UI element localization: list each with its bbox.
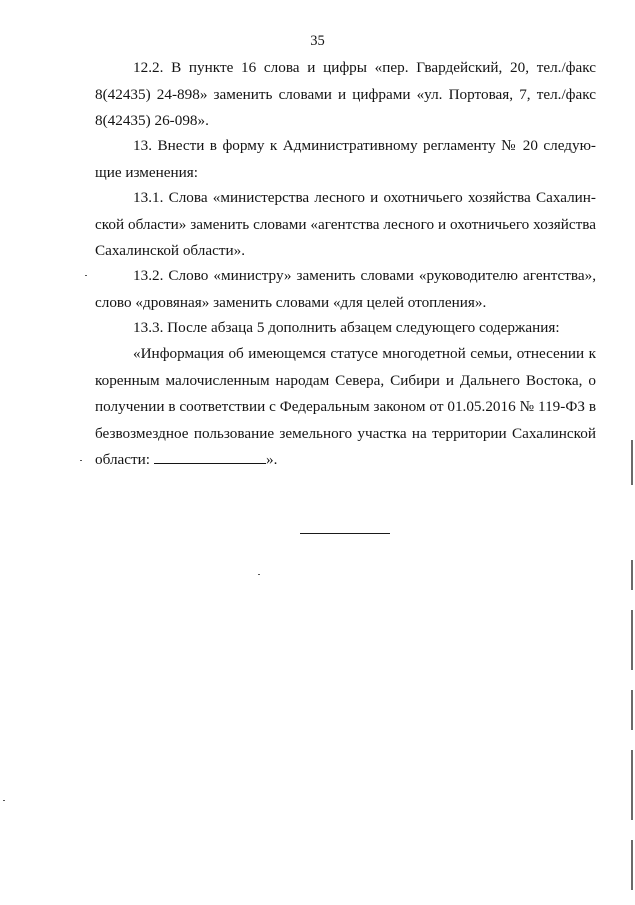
scan-artifact bbox=[631, 840, 633, 890]
paragraph-line: щие изменения: bbox=[95, 163, 198, 181]
paragraph-13-3 bbox=[95, 315, 596, 342]
paragraph-line: 13.1. Слова «министерства лесного и охотничьего хозяйства Сахалин- bbox=[133, 189, 596, 206]
paragraph-line: 13.2. Слово «министру» заменить словами «руководителю агентства», bbox=[133, 267, 596, 284]
closing-quote: ». bbox=[266, 451, 278, 469]
scan-artifact bbox=[631, 750, 633, 820]
paragraph-line: 8(42435) 26-098». bbox=[95, 112, 209, 130]
scan-artifact bbox=[631, 610, 633, 670]
paragraph-13-2 bbox=[95, 263, 596, 316]
paragraph-line-last bbox=[95, 447, 596, 474]
scan-artifact bbox=[631, 440, 633, 485]
paragraph-line: безвозмездное пользование земельного участка на территории Сахалинской bbox=[95, 424, 596, 442]
oblasti-label: области: bbox=[95, 451, 150, 469]
scan-speck bbox=[80, 460, 82, 461]
scan-artifact bbox=[631, 560, 633, 590]
paragraph-line: ской области» заменить словами «агентства лесного и охотничьего хозяйства bbox=[95, 215, 596, 233]
paragraph-line: 8(42435) 24-898» заменить словами и цифрами «ул. Портовая, 7, тел./факс bbox=[95, 85, 596, 103]
end-rule bbox=[300, 533, 390, 534]
fill-in-blank bbox=[154, 449, 266, 464]
scan-artifact bbox=[631, 690, 633, 730]
paragraph-line: Сахалинской области». bbox=[95, 242, 245, 260]
paragraph-13-1 bbox=[95, 185, 596, 265]
page-number: 35 bbox=[310, 33, 325, 49]
scan-speck bbox=[85, 275, 87, 276]
quoted-paragraph bbox=[95, 341, 596, 474]
paragraph-line: получении в соответствии с Федеральным законом от 01.05.2016 № 119-ФЗ в bbox=[95, 398, 596, 416]
paragraph-line: коренным малочисленным народам Севера, Сибири и Дальнего Востока, о bbox=[95, 371, 596, 389]
paragraph-line: слово «дровяная» заменить словами «для целей отопления». bbox=[95, 293, 487, 311]
paragraph-12-2 bbox=[95, 55, 596, 135]
scan-speck bbox=[258, 574, 260, 575]
paragraph-line: 12.2. В пункте 16 слова и цифры «пер. Гвардейский, 20, тел./факс bbox=[133, 59, 596, 76]
scan-speck bbox=[3, 800, 5, 801]
paragraph-line: 13.3. После абзаца 5 дополнить абзацем следующего содержания: bbox=[133, 319, 560, 336]
paragraph-13 bbox=[95, 133, 596, 186]
paragraph-line: «Информация об имеющемся статусе многодетной семьи, отнесении к bbox=[133, 345, 596, 362]
paragraph-line: 13. Внести в форму к Административному регламенту № 20 следую- bbox=[133, 137, 596, 154]
